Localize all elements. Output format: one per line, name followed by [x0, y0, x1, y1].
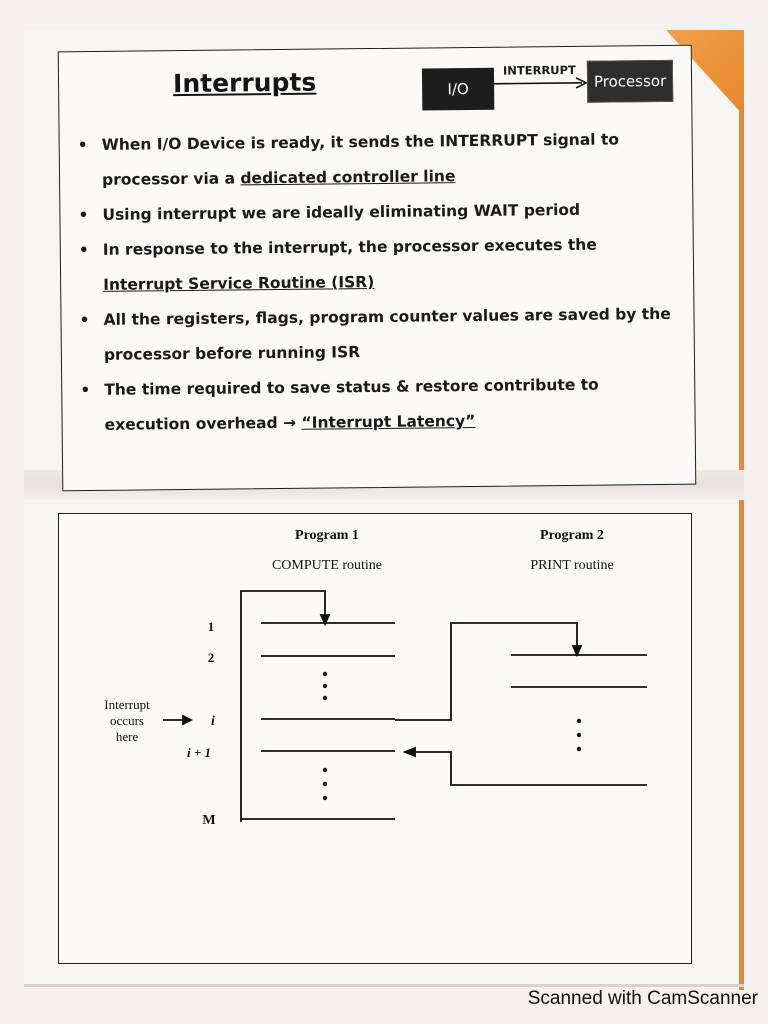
print-entry-arrowhead-icon	[573, 646, 581, 655]
interrupts-slide	[58, 45, 697, 492]
ellipsis-dot	[323, 782, 327, 786]
bullet-text: The time required to save status & restore contribute to execution overhead →	[104, 375, 599, 434]
ellipsis-dot	[323, 796, 327, 800]
return-arrowhead-icon	[405, 748, 415, 756]
program1-title: Program 1	[295, 528, 359, 543]
interrupt-signal-label: INTERRUPT	[502, 62, 576, 78]
interrupt-note-line3: here	[115, 729, 139, 744]
bullet-dot: •	[78, 241, 89, 260]
line-label-i: i	[211, 714, 215, 729]
line-label-1: 1	[207, 619, 215, 634]
bullet-dot: •	[80, 381, 91, 400]
bullet-underlined-text: Interrupt Service Routine (ISR)	[103, 273, 375, 294]
program2-routine: PRINT routine	[530, 558, 614, 573]
io-label: I/O	[447, 80, 469, 99]
scanner-watermark: Scanned with CamScanner	[527, 988, 758, 1009]
ellipsis-dot	[577, 733, 581, 737]
ellipsis-dot	[323, 684, 327, 688]
bullet-dot: •	[78, 206, 89, 225]
bullet-dot: •	[77, 136, 88, 155]
interrupt-arrow-icon	[494, 77, 588, 90]
program1-flow-line	[241, 591, 325, 822]
bullet-text: In response to the interrupt, the processor executes the	[102, 235, 597, 259]
page-bottom-edge	[24, 984, 744, 987]
bullet-underlined-text: dedicated controller line	[240, 167, 456, 188]
bullet-item	[79, 297, 680, 373]
line-label-m: M	[202, 813, 216, 828]
return-line	[413, 752, 511, 785]
interrupt-note-line2: occurs	[110, 713, 144, 728]
interrupt-pointer-arrowhead-icon	[183, 716, 191, 724]
bullet-underlined-text: “Interrupt Latency”	[301, 411, 476, 432]
line-label-2: 2	[207, 650, 215, 665]
bullet-item	[80, 367, 681, 443]
ellipsis-dot	[577, 719, 581, 723]
orange-edge-decoration	[739, 110, 744, 990]
ellipsis-dot	[323, 696, 327, 700]
ellipsis-dot	[577, 747, 581, 751]
bullet-list	[78, 122, 681, 443]
io-device-box	[422, 68, 494, 111]
jump-to-print-line	[395, 623, 577, 720]
bullet-text: When I/O Device is ready, it sends the INTERRUPT signal to processor via a	[101, 130, 620, 189]
interrupt-note-line1: Interrupt	[104, 697, 150, 712]
line-label-i-plus-1: i + 1	[186, 745, 212, 760]
ellipsis-dot	[323, 768, 327, 772]
slide-title: Interrupts	[172, 67, 317, 99]
processor-label: Processor	[593, 71, 667, 91]
bullet-dot: •	[79, 311, 90, 330]
bullet-text: All the registers, flags, program counter values are saved by the processor before running ISR	[103, 304, 671, 364]
bullet-item	[78, 122, 679, 198]
interrupt-flow-diagram	[59, 514, 691, 963]
ellipsis-dot	[323, 672, 327, 676]
bullet-item	[79, 227, 680, 303]
program2-title: Program 2	[540, 528, 604, 543]
program1-routine: COMPUTE routine	[271, 558, 383, 573]
processor-box	[587, 60, 673, 103]
program-flow-slide	[58, 513, 692, 964]
bullet-text: Using interrupt we are ideally eliminating WAIT period	[102, 200, 581, 224]
